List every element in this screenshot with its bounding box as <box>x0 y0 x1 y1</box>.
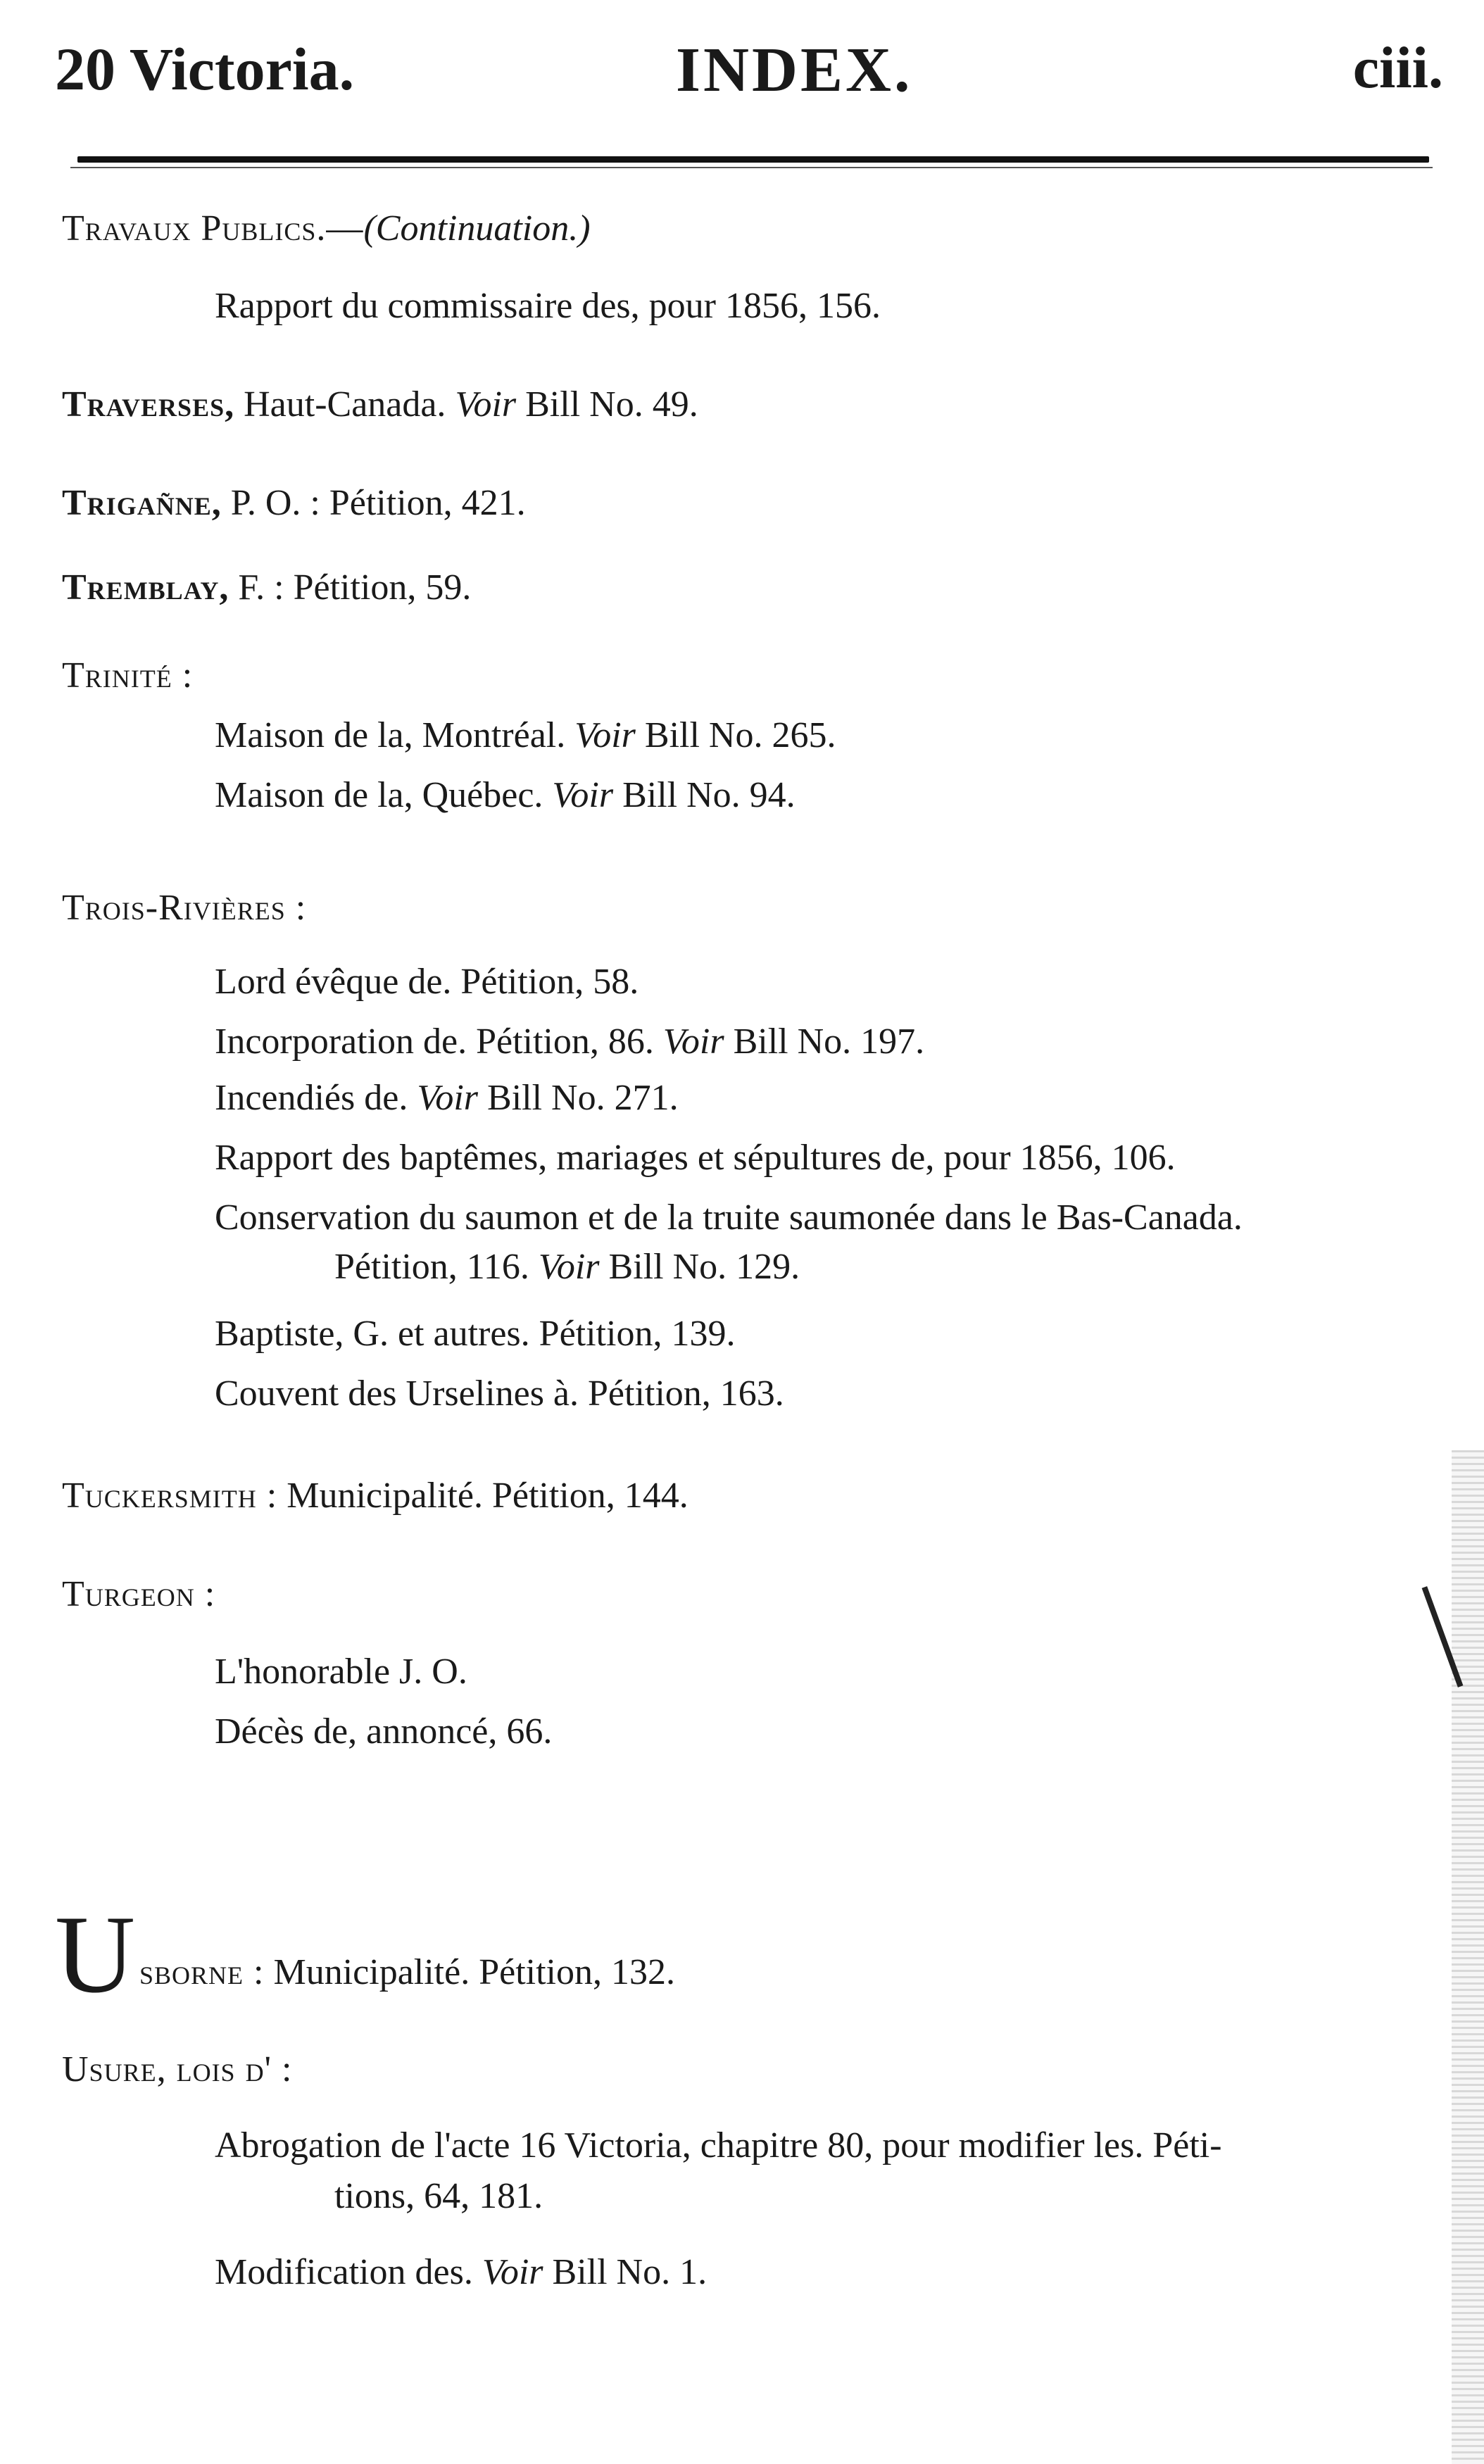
entry-line: tions, 64, 181. <box>334 2176 543 2216</box>
entry-tremblay: Tremblay, F. : Pétition, 59. <box>62 567 472 608</box>
entry-line: Pétition, 116. Voir Bill No. 129. <box>334 1247 800 1287</box>
entry-line: Baptiste, G. et autres. Pétition, 139. <box>215 1314 736 1354</box>
running-head-title: INDEX. <box>676 35 913 105</box>
entry-line: Incendiés de. Voir Bill No. 271. <box>215 1078 679 1118</box>
entry-line: Modification des. Voir Bill No. 1. <box>215 2252 708 2292</box>
entry-turgeon-heading: Turgeon : <box>62 1574 216 1614</box>
entry-travaux-publics-heading: Travaux Publics.—(Continuation.) <box>62 208 591 249</box>
entry-usure-heading: Usure, lois d' : <box>62 2049 293 2089</box>
entry-trinite-heading: Trinité : <box>62 655 194 696</box>
entry-line: Couvent des Urselines à. Pétition, 163. <box>215 1374 784 1414</box>
entry-line: Lord évêque de. Pétition, 58. <box>215 962 639 1002</box>
page-number: ciii. <box>1352 35 1443 101</box>
entry-line: Incorporation de. Pétition, 86. Voir Bill No. 197. <box>215 1022 925 1062</box>
entry-trigane: Trigañne, P. O. : Pétition, 421. <box>62 483 526 523</box>
entry-line: Maison de la, Québec. Voir Bill No. 94. <box>215 775 796 815</box>
entry-usborne: sborne : Municipalité. Pétition, 132. <box>139 1952 675 1992</box>
entry-line: L'honorable J. O. <box>215 1652 467 1692</box>
drop-cap: U <box>55 1893 136 2016</box>
entry-tuckersmith: Tuckersmith : Municipalité. Pétition, 144. <box>62 1476 688 1516</box>
entry-line: Abrogation de l'acte 16 Victoria, chapitre 80, pour modifier les. Péti- <box>215 2125 1222 2166</box>
page-edge-scan-artifact <box>1452 1450 1484 2464</box>
header-rule-thin <box>70 167 1433 168</box>
entry-line: Rapport des baptêmes, mariages et sépultures de, pour 1856, 106. <box>215 1138 1176 1178</box>
entry-line: Rapport du commissaire des, pour 1856, 156. <box>215 286 881 326</box>
running-head-left: 20 Victoria. <box>55 35 355 103</box>
header-rule <box>77 156 1429 163</box>
entry-line: Maison de la, Montréal. Voir Bill No. 265. <box>215 715 836 755</box>
entry-line: Conservation du saumon et de la truite saumonée dans le Bas-Canada. <box>215 1198 1243 1238</box>
entry-trois-rivieres-heading: Trois-Rivières : <box>62 888 307 928</box>
entry-line: Décès de, annoncé, 66. <box>215 1711 553 1752</box>
entry-traverses: Traverses, Haut-Canada. Voir Bill No. 49. <box>62 384 698 425</box>
